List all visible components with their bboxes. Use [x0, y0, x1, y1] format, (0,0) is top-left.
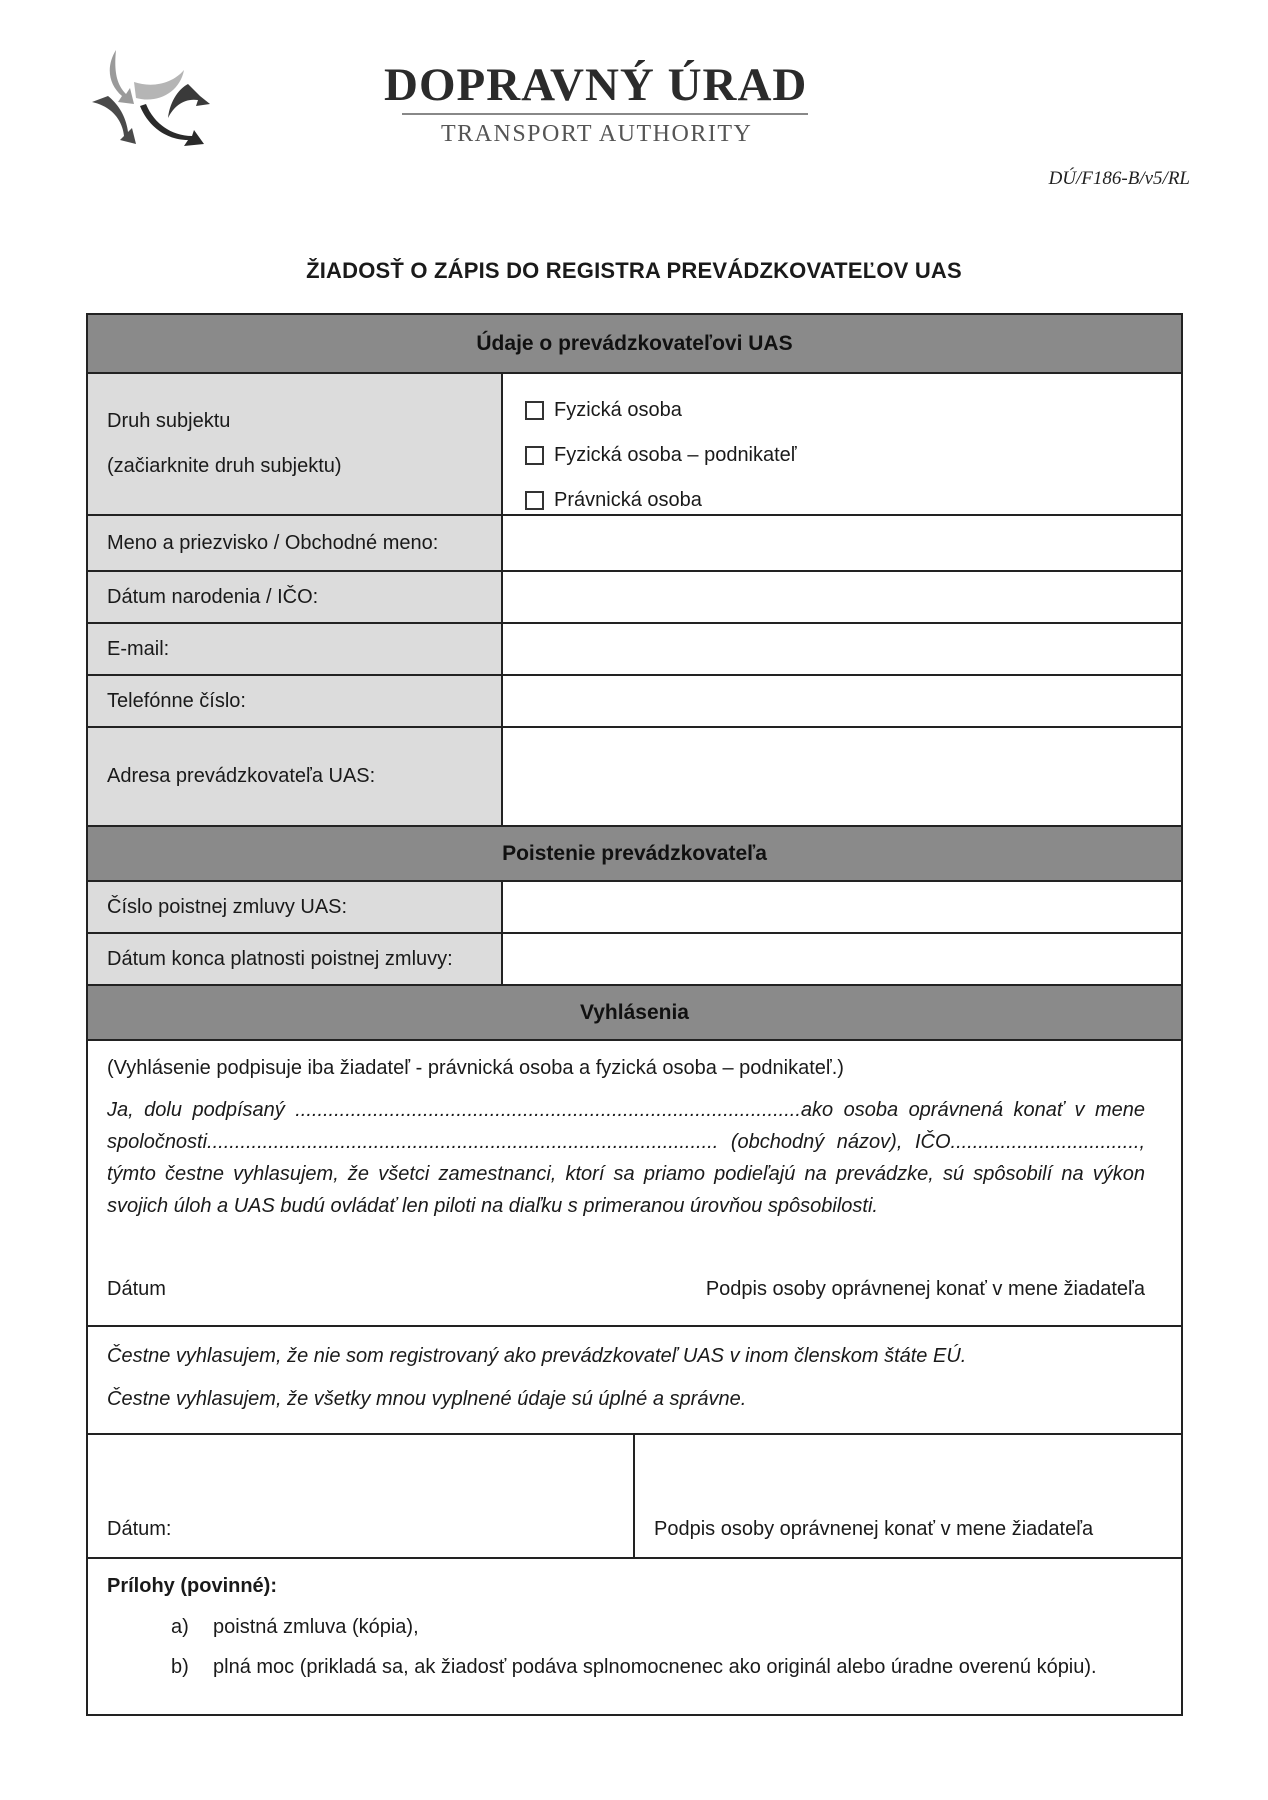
email-row	[88, 624, 1181, 676]
policy-end-row	[88, 934, 1181, 986]
form-code: DÚ/F186-B/v5/RL	[1048, 168, 1190, 189]
checkbox[interactable]	[525, 446, 544, 465]
attachments-heading: Prílohy (povinné):	[107, 1575, 277, 1597]
name-field[interactable]	[503, 516, 1181, 570]
subject-type-options	[503, 374, 1181, 514]
option-label: Právnická osoba	[554, 489, 702, 511]
honor-declaration-1: Čestne vyhlasujem, že nie som registrovaný ako prevádzkovateľ UAS v inom členskom štáte EÚ.	[107, 1345, 967, 1367]
declaration-note: (Vyhlásenie podpisuje iba žiadateľ - právnická osoba a fyzická osoba – podnikateľ.)	[107, 1057, 844, 1079]
name-row	[88, 516, 1181, 572]
option-label: Fyzická osoba	[554, 399, 682, 421]
birth-id-row	[88, 572, 1181, 624]
policy-end-field[interactable]	[503, 934, 1181, 984]
signature-label: Podpis osoby oprávnenej konať v mene žiadateľa	[654, 1518, 1094, 1540]
email-field[interactable]	[503, 624, 1181, 674]
transport-authority-logo	[88, 44, 216, 162]
checkbox[interactable]	[525, 401, 544, 420]
attachments-block	[88, 1559, 1181, 1714]
signature-row	[88, 1435, 1181, 1559]
attachment-key: a)	[171, 1616, 189, 1638]
attachment-item	[171, 1656, 1162, 1679]
header-divider	[402, 113, 808, 115]
email-label: E-mail:	[88, 624, 503, 674]
declarations-section-heading: Vyhlásenia	[88, 986, 1181, 1041]
application-form	[86, 313, 1183, 1716]
honor-declaration-2: Čestne vyhlasujem, že všetky mnou vyplnené údaje sú úplné a správne.	[107, 1388, 747, 1410]
operator-section-heading: Údaje o prevádzkovateľovi UAS	[88, 315, 1181, 374]
option-label: Fyzická osoba – podnikateľ	[554, 444, 797, 466]
subject-type-row	[88, 374, 1181, 516]
signature-cell[interactable]	[635, 1435, 1181, 1557]
declaration-sign-row	[107, 1278, 1145, 1325]
birth-id-label: Dátum narodenia / IČO:	[88, 572, 503, 622]
subject-type-label-cell	[88, 374, 503, 514]
document-title: ŽIADOSŤ O ZÁPIS DO REGISTRA PREVÁDZKOVATEĽOV UAS	[306, 258, 962, 283]
declaration-date-label: Dátum	[107, 1278, 166, 1300]
policy-number-label: Číslo poistnej zmluvy UAS:	[88, 882, 503, 932]
address-label: Adresa prevádzkovateľa UAS:	[88, 728, 503, 825]
address-field[interactable]	[503, 728, 1181, 825]
organization-name: DOPRAVNÝ ÚRAD	[384, 59, 808, 111]
declaration-signature-label: Podpis osoby oprávnenej konať v mene žiadateľa	[705, 1278, 1145, 1300]
checkbox[interactable]	[525, 491, 544, 510]
declaration-text: Ja, dolu podpísaný ...........................................................................................ako osoba oprávnená konať v mene spoločnosti............................................................................................ (obchodný názov), IČO.................................., týmto čestne vyhlasujem, že všetci zamestnanci, ktorí sa priamo podieľajú na prevádzke, sú spôsobilí na výkon svojich úloh a UAS budú ovládať len piloti na diaľku s primeranou úrovňou spôsobilosti.	[107, 1099, 1145, 1217]
address-row	[88, 728, 1181, 827]
honor-declarations	[88, 1327, 1181, 1435]
name-label: Meno a priezvisko / Obchodné meno:	[88, 516, 503, 570]
insurance-section-heading: Poistenie prevádzkovateľa	[88, 827, 1181, 882]
subject-type-label: Druh subjektu	[107, 410, 231, 432]
declaration-block	[88, 1041, 1181, 1327]
organization-subtitle: TRANSPORT AUTHORITY	[441, 121, 753, 147]
birth-id-field[interactable]	[503, 572, 1181, 622]
date-label: Dátum:	[107, 1518, 172, 1540]
attachment-text: poistná zmluva (kópia),	[213, 1616, 419, 1638]
attachment-key: b)	[171, 1656, 189, 1678]
policy-number-field[interactable]	[503, 882, 1181, 932]
option-natural-person[interactable]	[525, 388, 1181, 433]
date-cell[interactable]	[88, 1435, 635, 1557]
policy-number-row	[88, 882, 1181, 934]
attachment-item	[171, 1616, 1162, 1639]
policy-end-label: Dátum konca platnosti poistnej zmluvy:	[88, 934, 503, 984]
subject-type-hint: (začiarknite druh subjektu)	[107, 455, 342, 477]
phone-field[interactable]	[503, 676, 1181, 726]
option-sole-trader[interactable]	[525, 433, 1181, 478]
phone-label: Telefónne číslo:	[88, 676, 503, 726]
phone-row	[88, 676, 1181, 728]
attachment-text: plná moc (prikladá sa, ak žiadosť podáva splnomocnenec ako originál alebo úradne overenú kópiu).	[213, 1656, 1097, 1678]
